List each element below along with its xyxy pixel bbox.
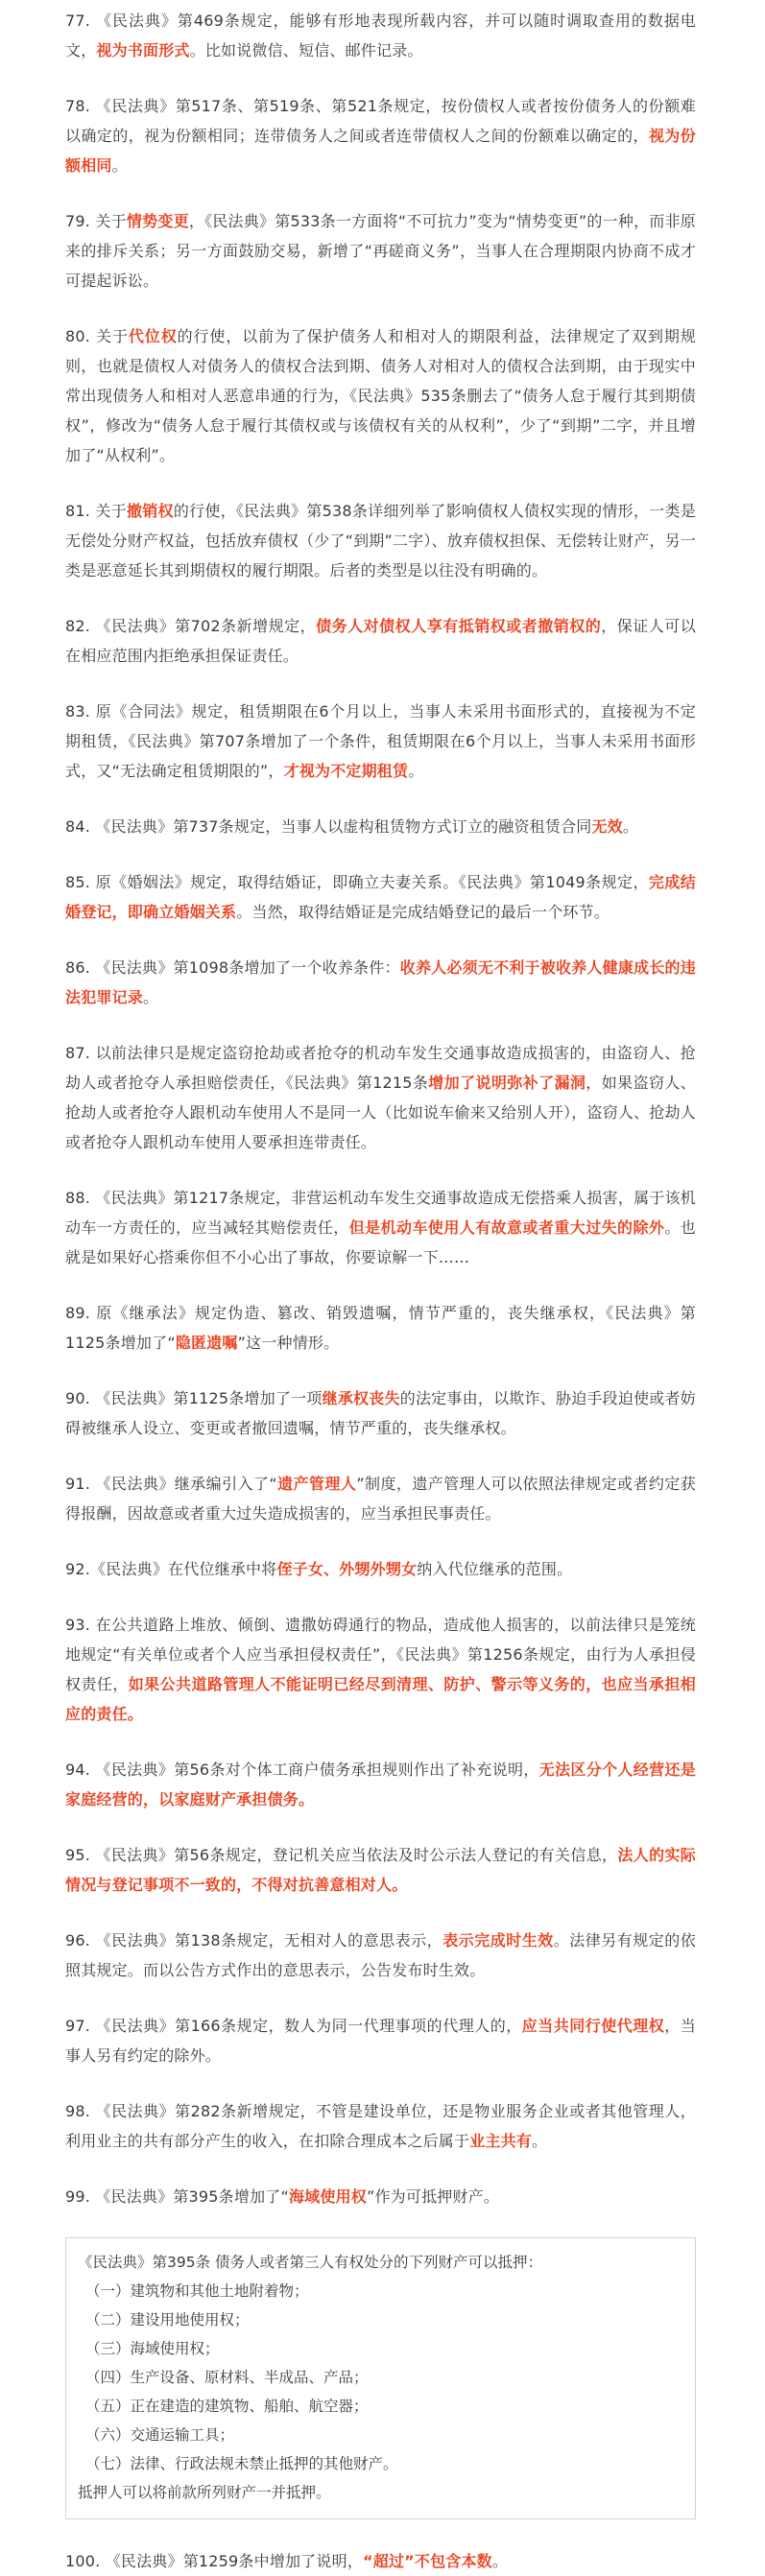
body-text: 。 [532, 2132, 548, 2150]
highlight-text: 视为份额相同 [65, 127, 696, 175]
body-text: 91. 《民法典》继承编引入了“ [65, 1475, 277, 1493]
paragraph-96 [65, 1926, 696, 1985]
paragraph-98 [65, 2096, 696, 2156]
body-text: 87. 以前法律只是规定盗窃抢劫或者抢夺的机动车发生交通事故造成损害的，由盗窃人、抢劫人或者抢夺人承担赔偿责任，《民法典》第1215条 [65, 1044, 696, 1092]
paragraph-79 [65, 206, 696, 295]
paragraph-94 [65, 1755, 696, 1814]
quote-item-4: （四）生产设备、原材料、半成品、产品； [85, 2369, 369, 2386]
body-text: 的行使，《民法典》第538条详细列举了影响债权人债权实现的情形，一类是无偿处分财产权益，包括放弃债权（少了“到期”二字）、放弃债权担保、无偿转让财产，另一类是恶意延长其到期债权的履行期限。后者的类型是以往没有明确的。 [65, 502, 697, 579]
body-text: 。 [143, 988, 159, 1006]
body-text: 。 [491, 2552, 509, 2570]
paragraph-84 [65, 812, 696, 841]
quote-item-3: （三）海域使用权； [85, 2340, 220, 2357]
paragraph-78 [65, 91, 696, 180]
body-text: 。当然，取得结婚证是完成结婚登记的最后一个环节。 [236, 903, 610, 921]
body-text: 83. 原《合同法》规定，租赁期限在6个月以上，当事人未采用书面形式的，直接视为不定期租赁，《民法典》第707条增加了一个条件，租赁期限在6个月以上，当事人未采用书面形式，又“无法确定租赁期限的”， [65, 702, 696, 780]
body-text: 。 [622, 817, 639, 836]
body-text: 77. 《民法典》第469条规定，能够有形地表现所载内容，并可以随时调取查用的数据电文， [65, 12, 696, 59]
body-text: 的法定事由，以欺诈、胁迫手段迫使或者妨碍被继承人设立、变更或者撤回遗嘱，情节严重的，丧失继承权。 [65, 1389, 696, 1437]
body-text: 96. 《民法典》第138条规定，无相对人的意思表示， [65, 1931, 443, 1950]
paragraph-85 [65, 867, 696, 927]
highlight-text: 如果公共道路管理人不能证明已经尽到清理、防护、警示等义务的，也应当承担相应的责任。 [65, 1675, 696, 1723]
highlight-text: 表示完成时生效 [442, 1931, 554, 1950]
paragraph-87 [65, 1038, 696, 1157]
body-text: 84. 《民法典》第737条规定，当事人以虚构租赁物方式订立的融资租赁合同 [65, 817, 592, 836]
paragraph-93 [65, 1610, 696, 1729]
paragraph-81 [65, 496, 696, 585]
paragraph-89 [65, 1298, 696, 1358]
paragraph-88 [65, 1183, 696, 1272]
body-text: 93. 在公共道路上堆放、倾倒、遗撒妨碍通行的物品，造成他人损害的，以前法律只是笼统地规定“有关单位或者个人应当承担侵权责任”，《民法典》第1256条规定，由行为人承担侵权责任， [65, 1616, 696, 1693]
quote-item-2: （二）建设用地使用权； [85, 2311, 250, 2328]
body-text: ，当事人另有约定的除外。 [65, 2017, 696, 2065]
highlight-text: 遗产管理人 [276, 1475, 357, 1493]
body-text: 85. 原《婚姻法》规定，取得结婚证，即确立夫妻关系。《民法典》第1049条规定， [65, 873, 649, 891]
paragraph-95 [65, 1840, 696, 1900]
highlight-text: 债务人对债权人享有抵销权或者撤销权的 [316, 617, 602, 635]
quote-item-7: （七）法律、行政法规未禁止抵押的其他财产。 [85, 2455, 398, 2472]
body-text: 81. 关于 [65, 502, 127, 520]
body-text: 82. 《民法典》第702条新增规定， [65, 617, 317, 635]
paragraph-91 [65, 1469, 696, 1528]
body-text: 92.《民法典》在代位继承中将 [65, 1560, 277, 1578]
quote-item-5: （五）正在建造的建筑物、船舶、航空器； [85, 2398, 369, 2415]
paragraph-92 [65, 1554, 696, 1584]
body-text: 78. 《民法典》第517条、第519条、第521条规定，按份债权人或者按份债务人的份额难以确定的，视为份额相同；连带债务人之间或者连带债权人之间的份额难以确定的， [65, 97, 696, 145]
body-text: 90. 《民法典》第1125条增加了一项 [65, 1389, 323, 1407]
highlight-text: 无法区分个人经营还是家庭经营的，以家庭财产承担债务。 [65, 1761, 696, 1808]
highlight-text: 继承权丧失 [322, 1389, 400, 1407]
highlight-text: 撤销权 [126, 502, 174, 520]
quote-footer: 抵押人可以将前款所列财产一并抵押。 [78, 2484, 331, 2501]
quote-item-1: （一）建筑物和其他土地附着物； [85, 2282, 309, 2300]
highlight-text: 海域使用权 [288, 2187, 367, 2206]
body-text: 。比如说微信、短信、邮件记录。 [189, 41, 423, 59]
highlight-text: 隐匿遗嘱 [175, 1334, 238, 1352]
body-text: 89. 原《继承法》规定伪造、篡改、销毁遗嘱，情节严重的，丧失继承权，《民法典》第1125条增加了“ [65, 1304, 696, 1352]
body-text: 的行使，以前为了保护债务人和相对人的期限利益，法律规定了双到期规则，也就是债权人对债务人的债权合法到期、债务人对相对人的债权合法到期，由于现实中常出现债务人和相对人恶意串通的行为，《民法典》535条删去了“债务人怠于履行其到期债权”，修改为“债务人怠于履行其债权或与该债权有关的从权利”，少了“到期”二字，并且增加了“从权利”。 [65, 327, 697, 464]
body-text: ，保证人可以在相应范围内拒绝承担保证责任。 [65, 617, 696, 665]
body-text: 80. 关于 [65, 327, 129, 345]
quote-heading: 《民法典》第395条 债务人或者第三人有权处分的下列财产可以抵押： [78, 2254, 543, 2271]
highlight-text: 完成结婚登记，即确立婚姻关系 [65, 873, 696, 921]
body-text: 86. 《民法典》第1098条增加了一个收养条件： [65, 958, 400, 977]
body-text: 97. 《民法典》第166条规定，数人为同一代理事项的代理人的， [65, 2017, 522, 2035]
body-text: 99. 《民法典》第395条增加了“ [65, 2187, 289, 2206]
article-395-quote-box [65, 2237, 696, 2519]
highlight-text: “超过”不包含本数 [363, 2552, 492, 2570]
body-text: ，《民法典》第533条一方面将“不可抗力”变为“情势变更”的一种，而非原来的排斥关系；另一方面鼓励交易，新增了“再磋商义务”，当事人在合理期限内协商不成才可提起诉讼。 [65, 212, 697, 290]
paragraph-83 [65, 697, 696, 786]
paragraph-100 [65, 2546, 696, 2576]
body-text: ”作为可抵押财产。 [366, 2187, 500, 2206]
highlight-text: 侄子女、外甥外甥女 [276, 1560, 418, 1578]
highlight-text: 情势变更 [126, 212, 189, 230]
paragraph-80 [65, 321, 696, 470]
paragraph-list [65, 6, 696, 2211]
body-text: 100. 《民法典》第1259条中增加了说明， [65, 2552, 364, 2570]
paragraph-77 [65, 6, 696, 65]
highlight-text: 应当共同行使代理权 [521, 2017, 665, 2035]
highlight-text: 法人的实际情况与登记事项不一致的，不得对抗善意相对人。 [65, 1846, 696, 1894]
highlight-text: 才视为不定期租赁 [283, 762, 409, 780]
paragraph-90 [65, 1383, 696, 1443]
body-text: 。 [111, 156, 128, 175]
paragraph-82 [65, 611, 696, 671]
quote-item-6: （六）交通运输工具； [85, 2426, 235, 2444]
highlight-text: 业主共有 [469, 2132, 533, 2150]
highlight-text: 但是机动车使用人有故意或者重大过失的除外 [348, 1218, 665, 1237]
body-text: ”制度，遗产管理人可以依照法律规定或者约定获得报酬，因故意或者重大过失造成损害的，应当承担民事责任。 [65, 1475, 696, 1523]
paragraph-99 [65, 2182, 696, 2211]
body-text: 79. 关于 [65, 212, 127, 230]
paragraph-97 [65, 2011, 696, 2070]
paragraph-86 [65, 953, 696, 1012]
body-text: 纳入代位继承的范围。 [417, 1560, 573, 1578]
body-text: ”这一种情形。 [237, 1334, 340, 1352]
body-text: 98. 《民法典》第282条新增规定，不管是建设单位，还是物业服务企业或者其他管理人，利用业主的共有部分产生的收入，在扣除合理成本之后属于 [65, 2102, 696, 2150]
body-text: 94. 《民法典》第56条对个体工商户债务承担规则作出了补充说明， [65, 1761, 539, 1779]
highlight-text: 无效 [591, 817, 623, 836]
highlight-text: 代位权 [128, 327, 178, 345]
highlight-text: 收养人必须无不利于被收养人健康成长的违法犯罪记录 [65, 958, 696, 1006]
body-text: 88. 《民法典》第1217条规定，非营运机动车发生交通事故造成无偿搭乘人损害，属于该机动车一方责任的，应当减轻其赔偿责任， [65, 1189, 696, 1237]
body-text: 95. 《民法典》第56条规定，登记机关应当依法及时公示法人登记的有关信息， [65, 1846, 618, 1864]
highlight-text: 增加了说明弥补了漏洞 [428, 1074, 586, 1092]
body-text: ，如果盗窃人、抢劫人或者抢夺人跟机动车使用人不是同一人（比如说车偷来又给别人开），盗窃人、抢劫人或者抢夺人跟机动车使用人要承担连带责任。 [65, 1074, 696, 1151]
body-text: 。法律另有规定的依照其规定。而以公告方式作出的意思表示，公告发布时生效。 [65, 1931, 696, 1979]
body-text: 。 [408, 762, 424, 780]
highlight-text: 视为书面形式 [96, 41, 190, 59]
body-text: 。也就是如果好心搭乘你但不小心出了事故，你要谅解一下…… [65, 1218, 696, 1266]
